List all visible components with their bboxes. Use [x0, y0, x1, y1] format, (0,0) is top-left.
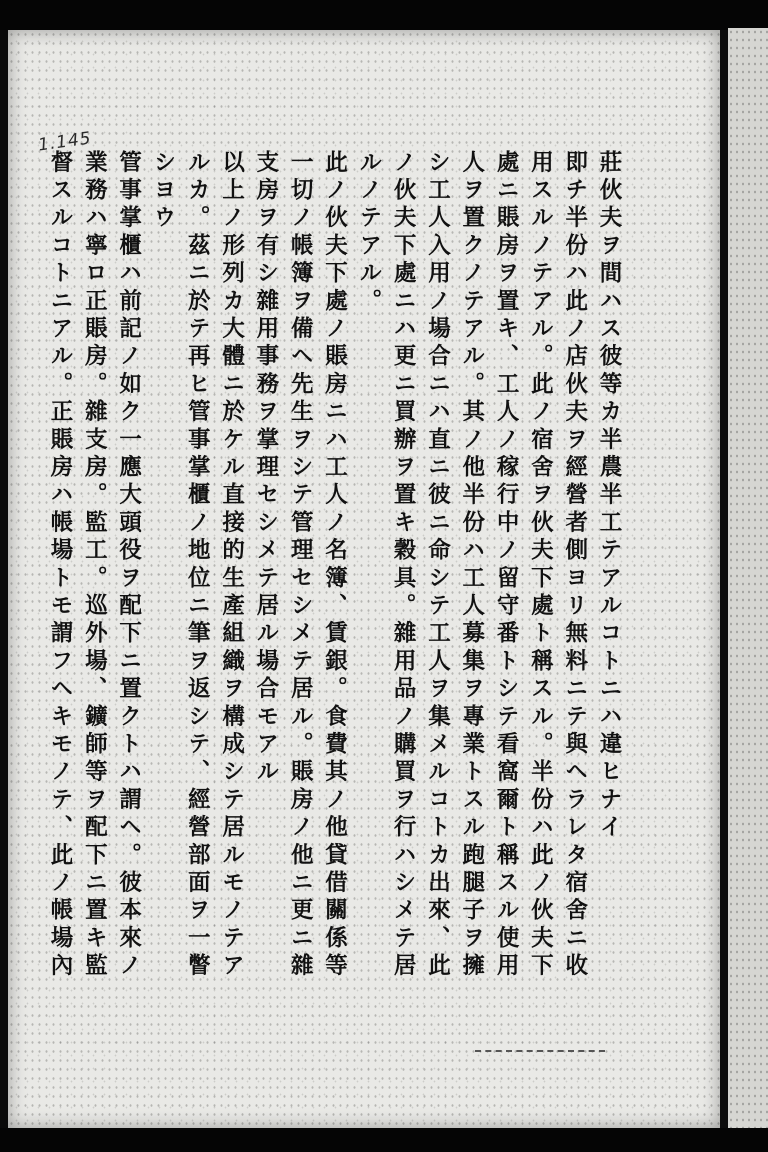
- scan-bottom-border: [0, 1128, 768, 1152]
- text-column: 督スルコトニアル。正賬房ハ帳場トモ謂フヘキモノテ、此ノ帳場內: [47, 150, 73, 981]
- vertical-text-body: [45, 150, 620, 1050]
- adjacent-page-edge: [728, 28, 768, 1128]
- text-column: シ工人入用ノ場合ニハ直ニ彼ニ命シテ工人ヲ集メルコトカ出來、此: [424, 150, 451, 981]
- scan-top-border: [0, 0, 768, 30]
- text-column: 管事掌櫃ハ前記ノ如ク一應大頭役ヲ配下ニ置クトハ謂ヘ。彼本來ノ: [115, 150, 142, 981]
- text-column: 人ヲ置クノテアル。其ノ他半份ハ工人募集ヲ專業トスル跑腿子ヲ擁: [458, 150, 485, 981]
- handwritten-page-number: 1.145: [36, 128, 93, 156]
- text-column: ルノテアル。: [355, 150, 382, 317]
- text-column: 即チ半份ハ此ノ店伙夫ヲ經營者側ヨリ無料ニテ與ヘラレタ宿舍ニ收: [561, 150, 588, 981]
- text-column: 一切ノ帳簿ヲ備ヘ先生ヲシテ管理セシメテ居ル。賬房ノ他ニ更ニ雜: [287, 150, 314, 981]
- text-column: 用スルノテアル。此ノ宿舍ヲ伙夫下處ト稱スル。半份ハ此ノ伙夫下: [527, 150, 554, 981]
- text-column: 處ニ賬房ヲ置キ、工人ノ稼行中ノ留守番トシテ看窩爾ト稱スル使用: [493, 150, 520, 981]
- text-column: 此ノ伙夫下處ノ賬房ニハ工人ノ名簿、賃銀。食費其ノ他貸借關係等: [321, 150, 348, 981]
- text-column: 以上ノ形列カ大體ニ於ケル直接的生產組織ヲ構成シテ居ルモノテア: [218, 150, 245, 981]
- text-column: 支房ヲ有シ雜用事務ヲ掌理セシメテ居ル場合モアル: [252, 150, 279, 788]
- book-spine: [720, 30, 728, 1128]
- dashed-rule: [475, 1050, 605, 1052]
- text-column: 莊伙夫ヲ間ハス彼等カ半農半工テアルコトニハ違ヒナイ: [596, 150, 622, 843]
- text-column: シヨウ: [149, 150, 176, 234]
- text-column: 業務ハ寧ロ正賬房。雜支房。監工。巡外場、鑛師等ヲ配下ニ置キ監: [81, 150, 108, 981]
- text-column: ノ伙夫下處ニハ更ニ買辦ヲ置キ穀具。雜用品ノ購買ヲ行ハシメテ居: [390, 150, 417, 981]
- text-column: ルカ。茲ニ於テ再ヒ管事掌櫃ノ地位ニ筆ヲ返シテ、經營部面ヲ一瞥: [184, 150, 211, 981]
